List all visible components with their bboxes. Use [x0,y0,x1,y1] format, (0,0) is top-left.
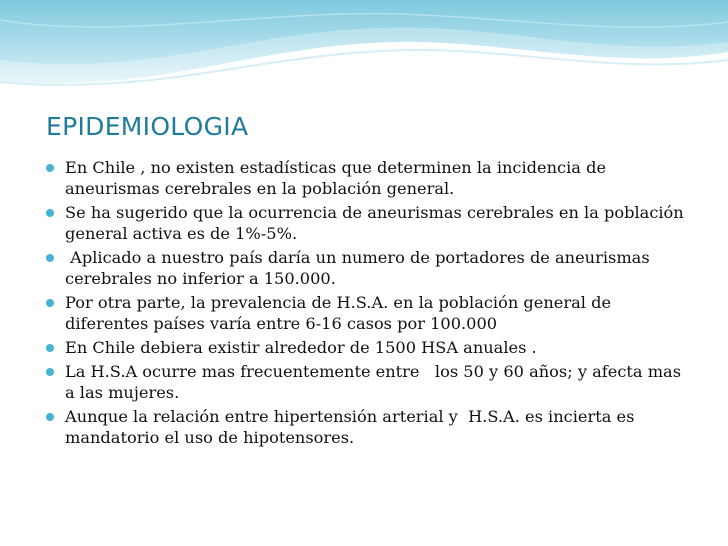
bullet-dot-icon [46,413,54,421]
bullet-text: En Chile , no existen estadísticas que determinen la incidencia de aneurismas cerebrales en la población general. [65,158,607,198]
bullet-dot-icon [46,344,54,352]
bullet-dot-icon [46,299,54,307]
list-item [44,361,687,403]
list-item [44,202,684,244]
bullet-dot-icon [46,209,54,217]
wave-header-decoration [0,0,728,100]
list-item [44,292,684,334]
bullet-text: En Chile debiera existir alrededor de 1500 HSA anuales . [65,338,537,357]
bullet-text: Aplicado a nuestro país daría un numero de portadores de aneurismas cerebrales no inferior a 150.000. [65,248,655,288]
bullet-dot-icon [46,254,54,262]
bullet-dot-icon [46,164,54,172]
bullet-text: Por otra parte, la prevalencia de H.S.A. en la población general de diferentes países varía entre 6-16 casos por 100.000 [65,293,612,333]
bullet-list [44,157,687,451]
bullet-text: Se ha sugerido que la ocurrencia de aneurismas cerebrales en la población general activa es de 1%-5%. [65,203,684,243]
list-item [44,337,684,358]
bullet-dot-icon [46,368,54,376]
bullet-text: Aunque la relación entre hipertensión arterial y H.S.A. es incierta es mandatorio el uso de hipotensores. [65,407,640,447]
list-item [44,157,684,199]
list-item [44,247,684,289]
list-item [44,406,684,448]
slide-title: EPIDEMIOLOGIA [46,112,249,141]
bullet-text: La H.S.A ocurre mas frecuentemente entre los 50 y 60 años; y afecta mas a las mujeres. [65,362,687,402]
